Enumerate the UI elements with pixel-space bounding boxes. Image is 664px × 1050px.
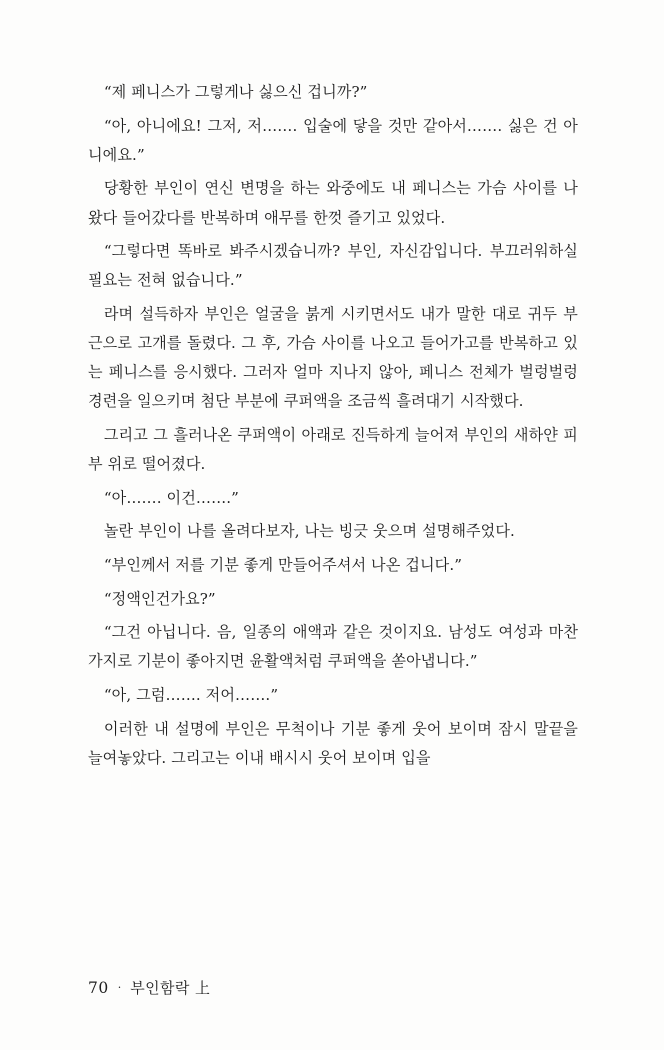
paragraph: “그렇다면 똑바로 봐주시겠습니까? 부인, 자신감입니다. 부끄러워하실 필요는 전혀 없습니다.” [88, 242, 578, 290]
paragraph: “부인께서 저를 기분 좋게 만들어주셔서 나온 겁니다.” [103, 556, 463, 574]
footer-separator: · [117, 981, 122, 994]
paragraph: 그리고 그 흘러나온 쿠퍼액이 아래로 진득하게 늘어져 부인의 새하얀 피부 위로 떨어졌다. [88, 425, 578, 474]
book-title: 부인함락 上 [130, 979, 211, 997]
paragraph: “아, 아니에요! 그저, 저……. 입술에 닿을 것만 같아서……. 싫은 건 아니에요.” [88, 116, 578, 164]
paragraph: “그건 아닙니다. 음, 일종의 애액과 같은 것이지요. 남성도 여성과 마찬가지로 기분이 좋아지면 윤활액처럼 쿠퍼액을 쏟아냅니다.” [88, 623, 578, 671]
paragraph: “아, 그럼……. 저어…….” [103, 686, 279, 705]
page-number: 70 [88, 979, 109, 997]
paragraph: “아……. 이건…….” [103, 488, 239, 507]
page-footer [88, 977, 210, 998]
paragraph: 당황한 부인이 연신 변명을 하는 와중에도 내 페니스는 가슴 사이를 나왔다 들어갔다를 반복하며 애무를 한껏 즐기고 있었다. [88, 179, 578, 227]
paragraph: 놀란 부인이 나를 올려다보자, 나는 빙긋 웃으며 설명해주었다. [103, 522, 515, 541]
paragraph: 라며 설득하자 부인은 얼굴을 붉게 시키면서도 내가 말한 대로 귀두 부근으로 고개를 돌렸다. 그 후, 가슴 사이를 나오고 들어가고를 반복하고 있는 페니스를 응시했다. 그러자 얼마 지나지 않아, 페니스 전체가 벌렁벌렁 경련을 일으키며 첨단 부분에 쿠퍼액을 조금씩 흘려대기 시작했다. [88, 304, 578, 411]
page-body-text [88, 78, 578, 777]
paragraph: “정액인건가요?” [103, 589, 216, 608]
paragraph: 이러한 내 설명에 부인은 무척이나 기분 좋게 웃어 보이며 잠시 말끝을 늘여놓았다. 그리고는 이내 배시시 웃어 보이며 입을 [88, 719, 578, 767]
paragraph: “제 페니스가 그렇게나 싫으신 겁니까?” [103, 83, 368, 101]
